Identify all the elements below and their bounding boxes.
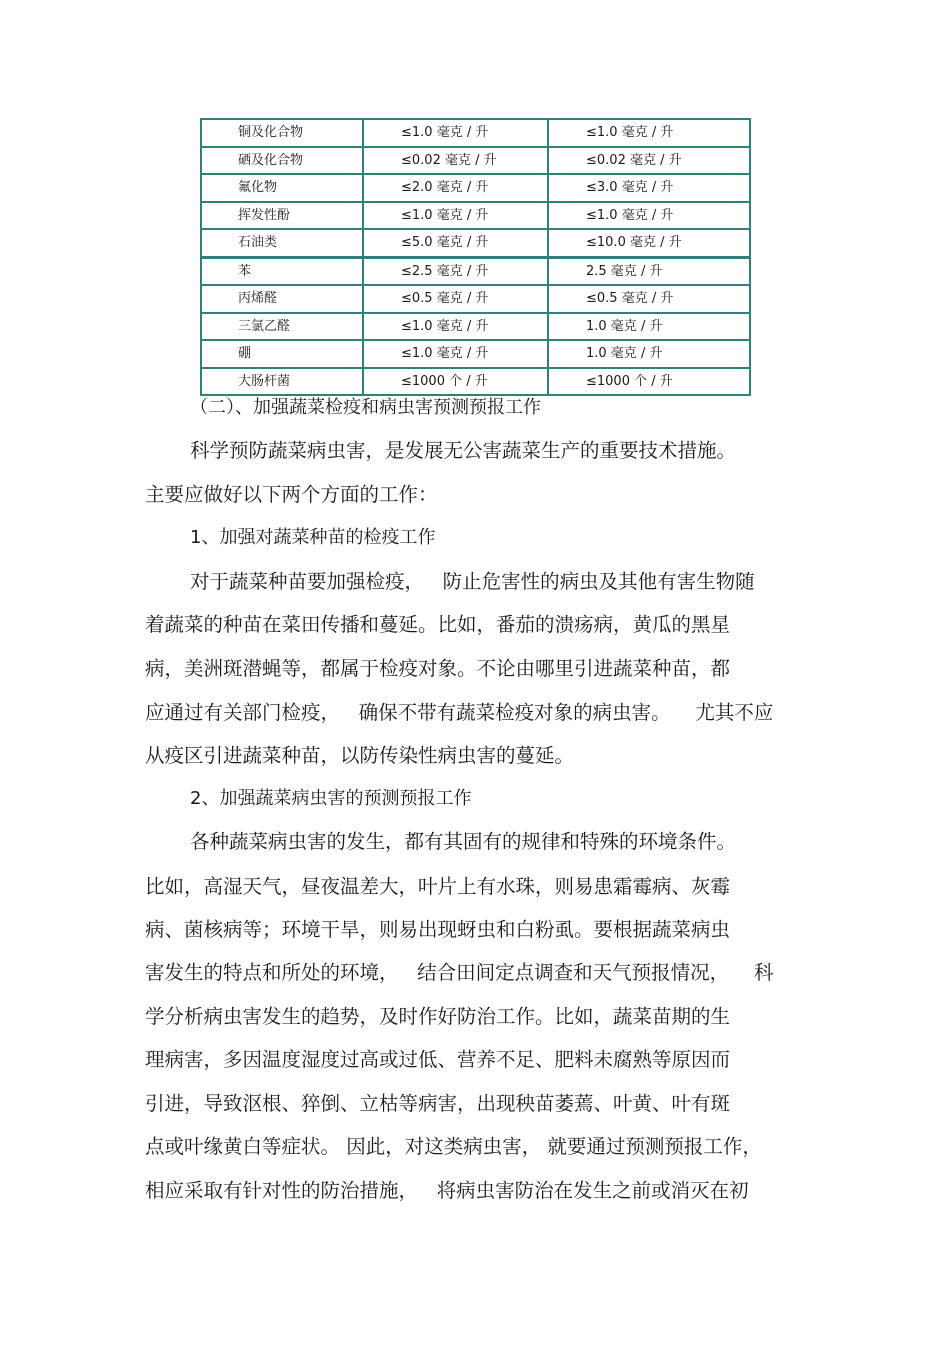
pollutant-cell: 大肠杆菌	[201, 368, 363, 396]
paragraph-line: 比如，高湿天气，昼夜温差大，叶片上有水珠，则易患霜霉病、灰霉	[145, 875, 731, 898]
limit-cell-a: ≤2.0 毫克 / 升	[363, 174, 548, 202]
table-row	[201, 257, 750, 285]
table-row	[201, 147, 750, 175]
water-quality-table-body	[201, 119, 750, 395]
limit-cell-b: 1.0 毫克 / 升	[548, 340, 750, 368]
limit-cell-a: ≤1.0 毫克 / 升	[363, 313, 548, 341]
limit-cell-a: ≤2.5 毫克 / 升	[363, 257, 548, 285]
pollutant-cell: 氟化物	[201, 174, 363, 202]
limit-cell-a: ≤5.0 毫克 / 升	[363, 229, 548, 257]
pollutant-cell: 硒及化合物	[201, 147, 363, 175]
table-row	[201, 313, 750, 341]
limit-cell-a: ≤1000 个 / 升	[363, 368, 548, 396]
water-quality-table	[200, 118, 751, 396]
limit-cell-b: ≤0.5 毫克 / 升	[548, 285, 750, 313]
limit-cell-b: ≤3.0 毫克 / 升	[548, 174, 750, 202]
paragraph-line: 病，美洲斑潜蝇等，都属于检疫对象。不论由哪里引进蔬菜种苗，都	[145, 657, 731, 680]
pollutant-cell: 铜及化合物	[201, 119, 363, 147]
limit-cell-a: ≤1.0 毫克 / 升	[363, 119, 548, 147]
table-row	[201, 340, 750, 368]
table-row	[201, 202, 750, 230]
paragraph-line: 相应采取有针对性的防治措施， 将病虫害防治在发生之前或消灭在初	[145, 1179, 749, 1202]
paragraph-line: 着蔬菜的种苗在菜田传播和蔓延。比如，番茄的溃疡病，黄瓜的黑星	[145, 613, 731, 636]
paragraph-line: 科学预防蔬菜病虫害，是发展无公害蔬菜生产的重要技术措施。	[190, 439, 737, 462]
limit-cell-a: ≤1.0 毫克 / 升	[363, 340, 548, 368]
table-row	[201, 119, 750, 147]
subsection-heading-2: 2、加强蔬菜病虫害的预测预报工作	[190, 788, 472, 809]
paragraph-line: 主要应做好以下两个方面的工作：	[145, 483, 438, 506]
paragraph-line: 从疫区引进蔬菜种苗，以防传染性病虫害的蔓延。	[145, 744, 575, 767]
paragraph-line: 引进，导致沤根、猝倒、立枯等病害，出现秧苗萎蔫、叶黄、叶有斑	[145, 1092, 731, 1115]
limit-cell-b: ≤0.02 毫克 / 升	[548, 147, 750, 175]
limit-cell-a: ≤1.0 毫克 / 升	[363, 202, 548, 230]
paragraph-line: 点或叶缘黄白等症状。 因此，对这类病虫害， 就要通过预测预报工作，	[145, 1135, 762, 1158]
paragraph-line: 害发生的特点和所处的环境， 结合田间定点调查和天气预报情况， 科	[145, 961, 774, 984]
paragraph-line: 各种蔬菜病虫害的发生，都有其固有的规律和特殊的环境条件。	[190, 830, 737, 853]
paragraph-line: 对于蔬菜种苗要加强检疫， 防止危害性的病虫及其他有害生物随	[190, 570, 755, 593]
paragraph-line: 学分析病虫害发生的趋势，及时作好防治工作。比如，蔬菜苗期的生	[145, 1005, 731, 1028]
limit-cell-b: ≤1.0 毫克 / 升	[548, 202, 750, 230]
paragraph-line: 应通过有关部门检疫， 确保不带有蔬菜检疫对象的病虫害。 尤其不应	[145, 701, 774, 724]
limit-cell-b: ≤10.0 毫克 / 升	[548, 229, 750, 257]
pollutant-cell: 挥发性酚	[201, 202, 363, 230]
table-row	[201, 229, 750, 257]
subsection-heading-1: 1、加强对蔬菜种苗的检疫工作	[190, 527, 436, 548]
limit-cell-a: ≤0.5 毫克 / 升	[363, 285, 548, 313]
limit-cell-a: ≤0.02 毫克 / 升	[363, 147, 548, 175]
table-row	[201, 285, 750, 313]
section-heading: （二）、加强蔬菜检疫和病虫害预测预报工作	[190, 397, 541, 418]
limit-cell-b: 1.0 毫克 / 升	[548, 313, 750, 341]
pollutant-cell: 苯	[201, 257, 363, 285]
pollutant-cell: 石油类	[201, 229, 363, 257]
pollutant-cell: 三氯乙醛	[201, 313, 363, 341]
table-row	[201, 368, 750, 396]
limit-cell-b: ≤1.0 毫克 / 升	[548, 119, 750, 147]
paragraph-line: 理病害，多因温度湿度过高或过低、营养不足、肥料未腐熟等原因而	[145, 1048, 731, 1071]
limit-cell-b: 2.5 毫克 / 升	[548, 257, 750, 285]
pollutant-cell: 硼	[201, 340, 363, 368]
paragraph-line: 病、菌核病等；环境干旱，则易出现蚜虫和白粉虱。要根据蔬菜病虫	[145, 918, 731, 941]
table-row	[201, 174, 750, 202]
pollutant-cell: 丙烯醛	[201, 285, 363, 313]
limit-cell-b: ≤1000 个 / 升	[548, 368, 750, 396]
